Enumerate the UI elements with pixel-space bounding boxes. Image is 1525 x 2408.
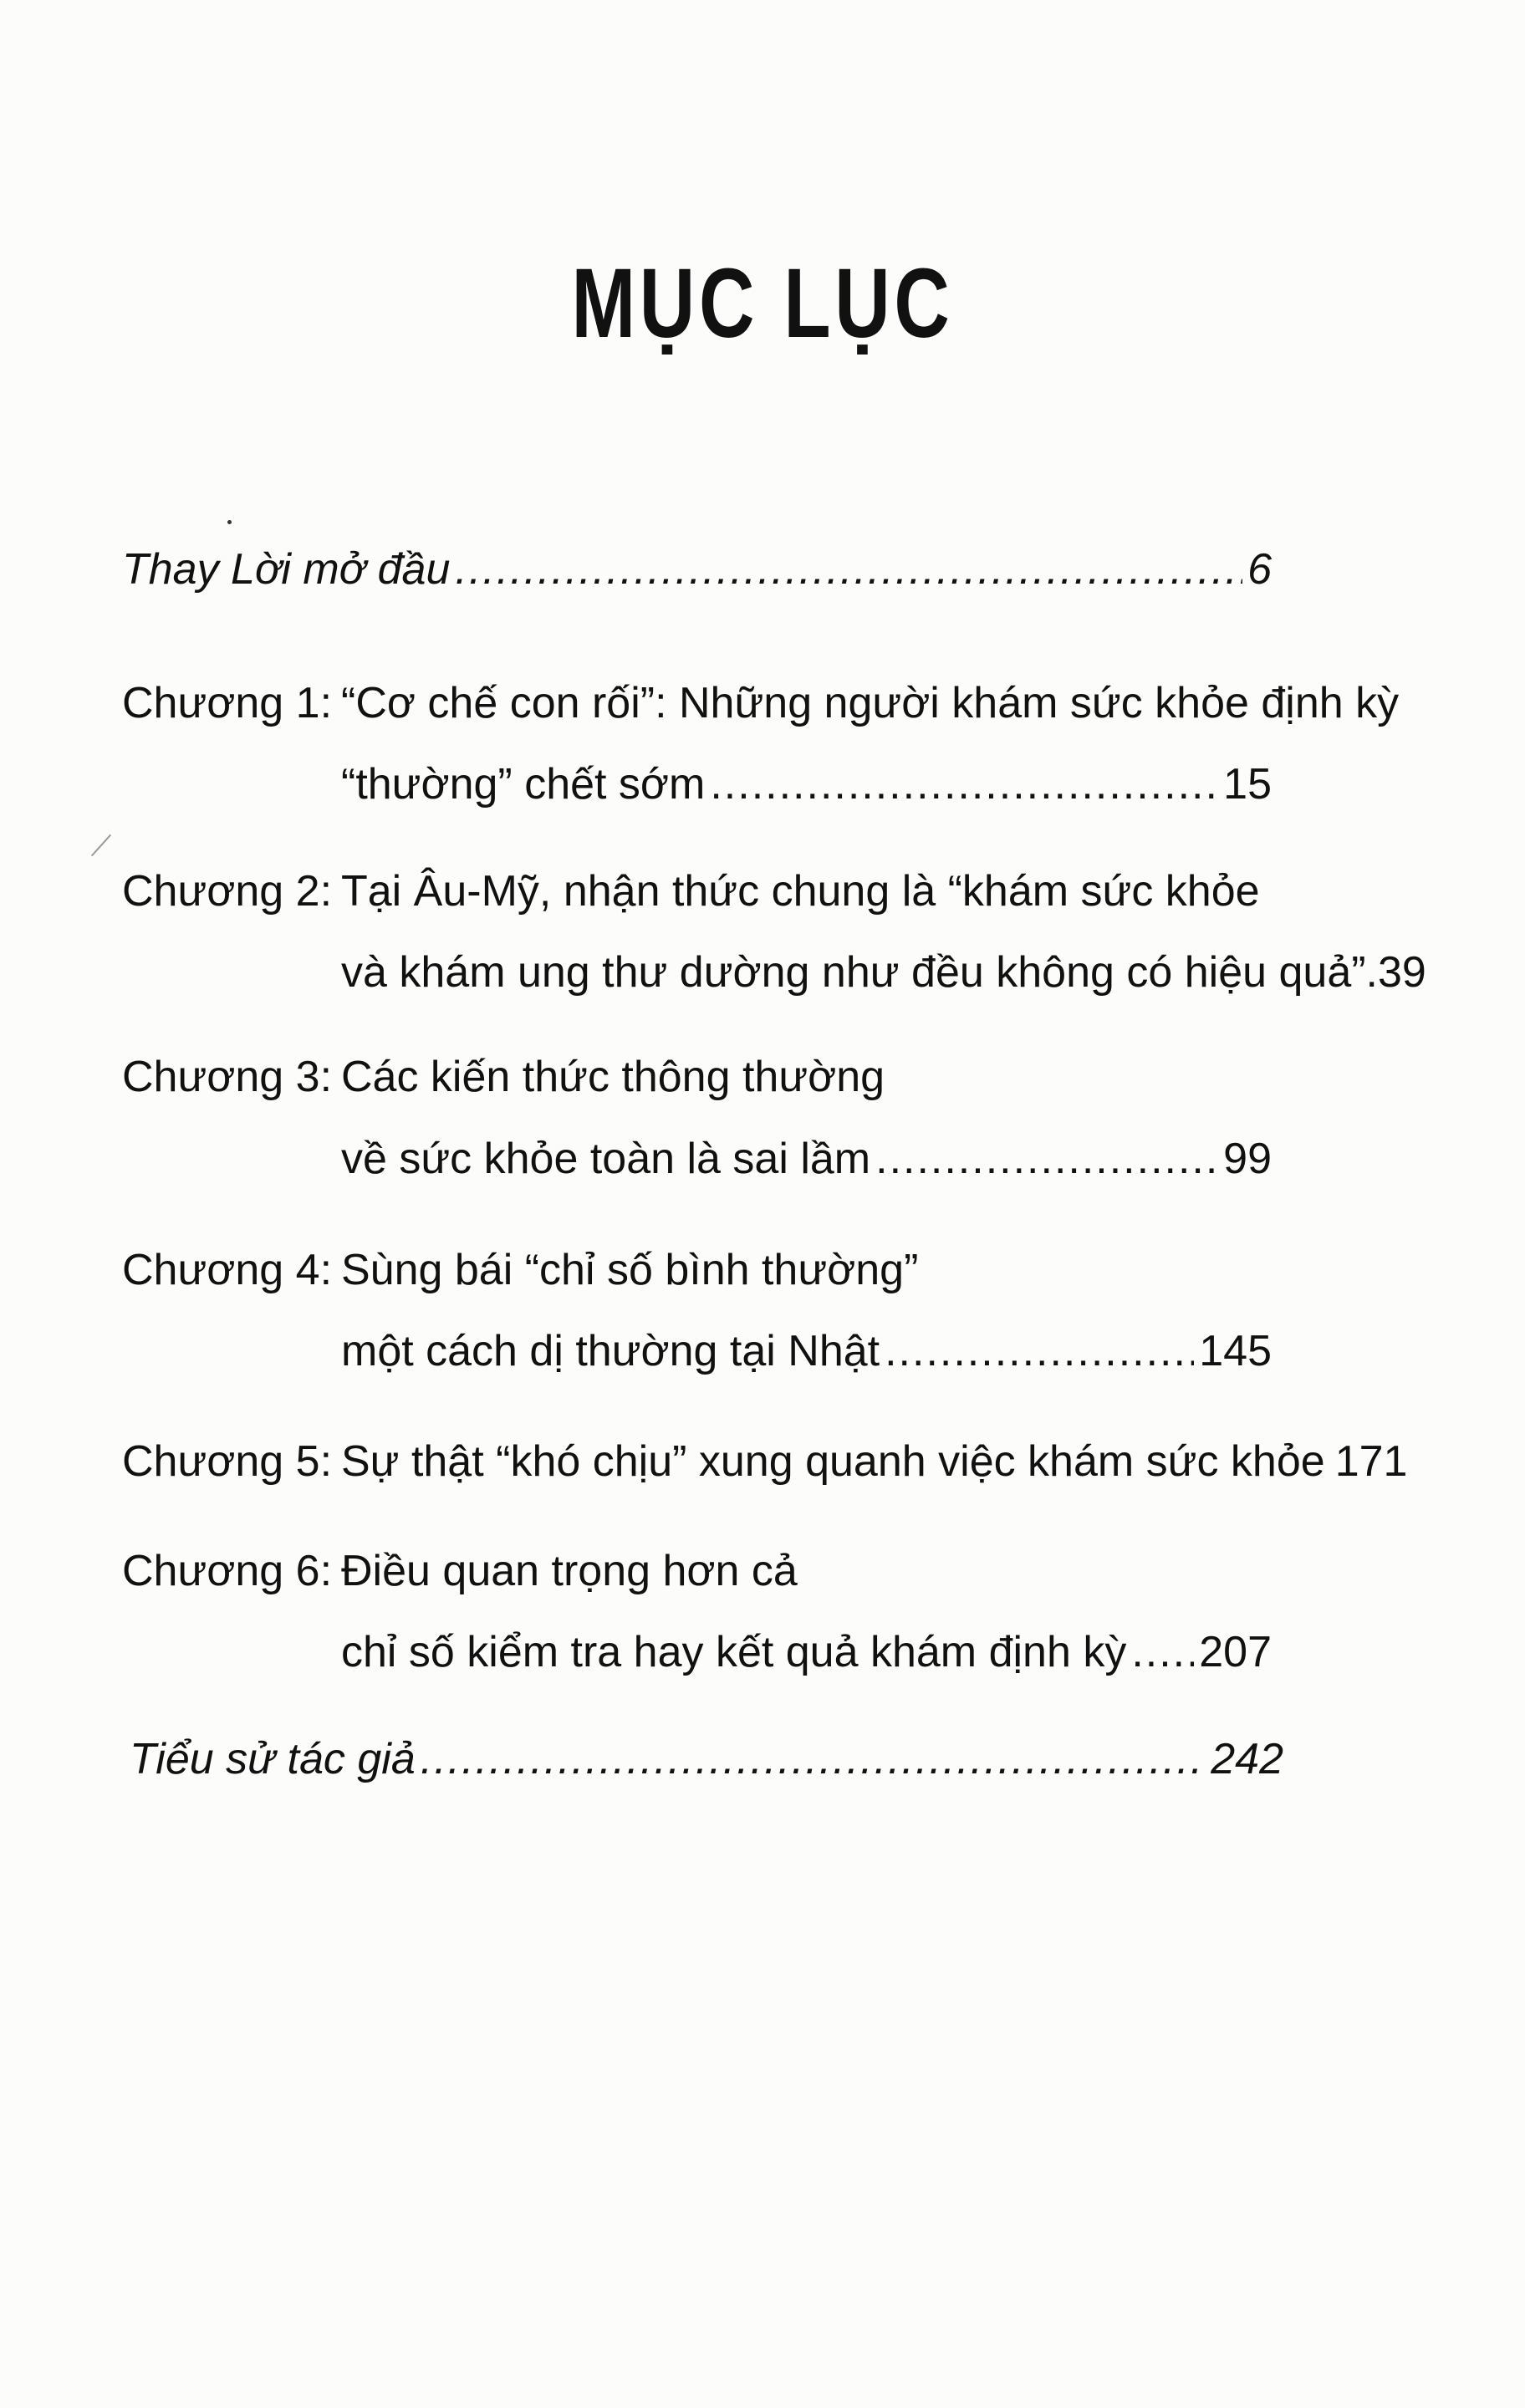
dot-leader	[1131, 1630, 1194, 1674]
chapter-label: Chương 2:	[122, 867, 333, 916]
chapter-title-line: và khám ung thư dường như đều không có hiệu quả”.	[341, 948, 1379, 997]
toc-entry-author	[130, 1737, 1283, 1781]
toc-entry-chapter-2	[341, 948, 1426, 997]
chapter-title-line: một cách dị thường tại Nhật	[341, 1327, 880, 1375]
toc-entry-chapter-5	[341, 1437, 1408, 1486]
dot-leader	[455, 548, 1242, 591]
page-number: 242	[1211, 1735, 1283, 1783]
chapter-label: Chương 3:	[122, 1053, 333, 1101]
page-number: 15	[1223, 760, 1272, 809]
page-number: 171	[1334, 1437, 1408, 1486]
page-title: MỤC LỤC	[571, 248, 954, 359]
chapter-title-line: về sức khỏe toàn là sai lầm	[341, 1135, 871, 1183]
chapter-label: Chương 6:	[122, 1547, 333, 1595]
margin-scratch	[91, 834, 111, 857]
toc-entry-label: Thay Lời mở đầu	[122, 545, 451, 594]
toc-entry-chapter-1	[341, 760, 1272, 809]
dot-leader	[875, 1137, 1218, 1181]
chapter-title-line: Sự thật “khó chịu” xung quanh việc khám sức khỏe	[341, 1437, 1325, 1486]
dot-leader	[421, 1737, 1206, 1781]
toc-entry-chapter-4	[341, 1329, 1272, 1373]
chapter-title-line: Điều quan trọng hơn cả	[341, 1547, 798, 1595]
toc-entry-intro	[122, 545, 1272, 594]
print-speck	[227, 520, 232, 524]
page-number: 207	[1199, 1628, 1272, 1676]
page-number: 99	[1223, 1135, 1272, 1183]
toc-entry-chapter-3	[341, 1137, 1272, 1181]
page-number: 39	[1378, 948, 1426, 997]
dot-leader	[885, 1329, 1194, 1373]
chapter-label: Chương 5:	[122, 1437, 333, 1486]
dot-leader	[710, 763, 1218, 806]
chapter-title-line: chỉ số kiểm tra hay kết quả khám định kỳ	[341, 1628, 1127, 1676]
chapter-title-line: Các kiến thức thông thường	[341, 1053, 885, 1101]
chapter-label: Chương 1:	[122, 679, 333, 727]
chapter-title-line: “thường” chết sớm	[341, 760, 706, 809]
chapter-label: Chương 4:	[122, 1246, 333, 1294]
chapter-title-line: Tại Âu-Mỹ, nhận thức chung là “khám sức khỏe	[341, 867, 1260, 916]
page-number: 145	[1199, 1327, 1272, 1375]
toc-entry-label: Tiểu sử tác giả	[130, 1735, 416, 1783]
page-number: 6	[1247, 545, 1272, 594]
chapter-title-line: Sùng bái “chỉ số bình thường”	[341, 1246, 919, 1294]
chapter-title-line: “Cơ chế con rối”: Những người khám sức khỏe định kỳ	[341, 679, 1400, 727]
toc-entry-chapter-6	[341, 1630, 1272, 1674]
